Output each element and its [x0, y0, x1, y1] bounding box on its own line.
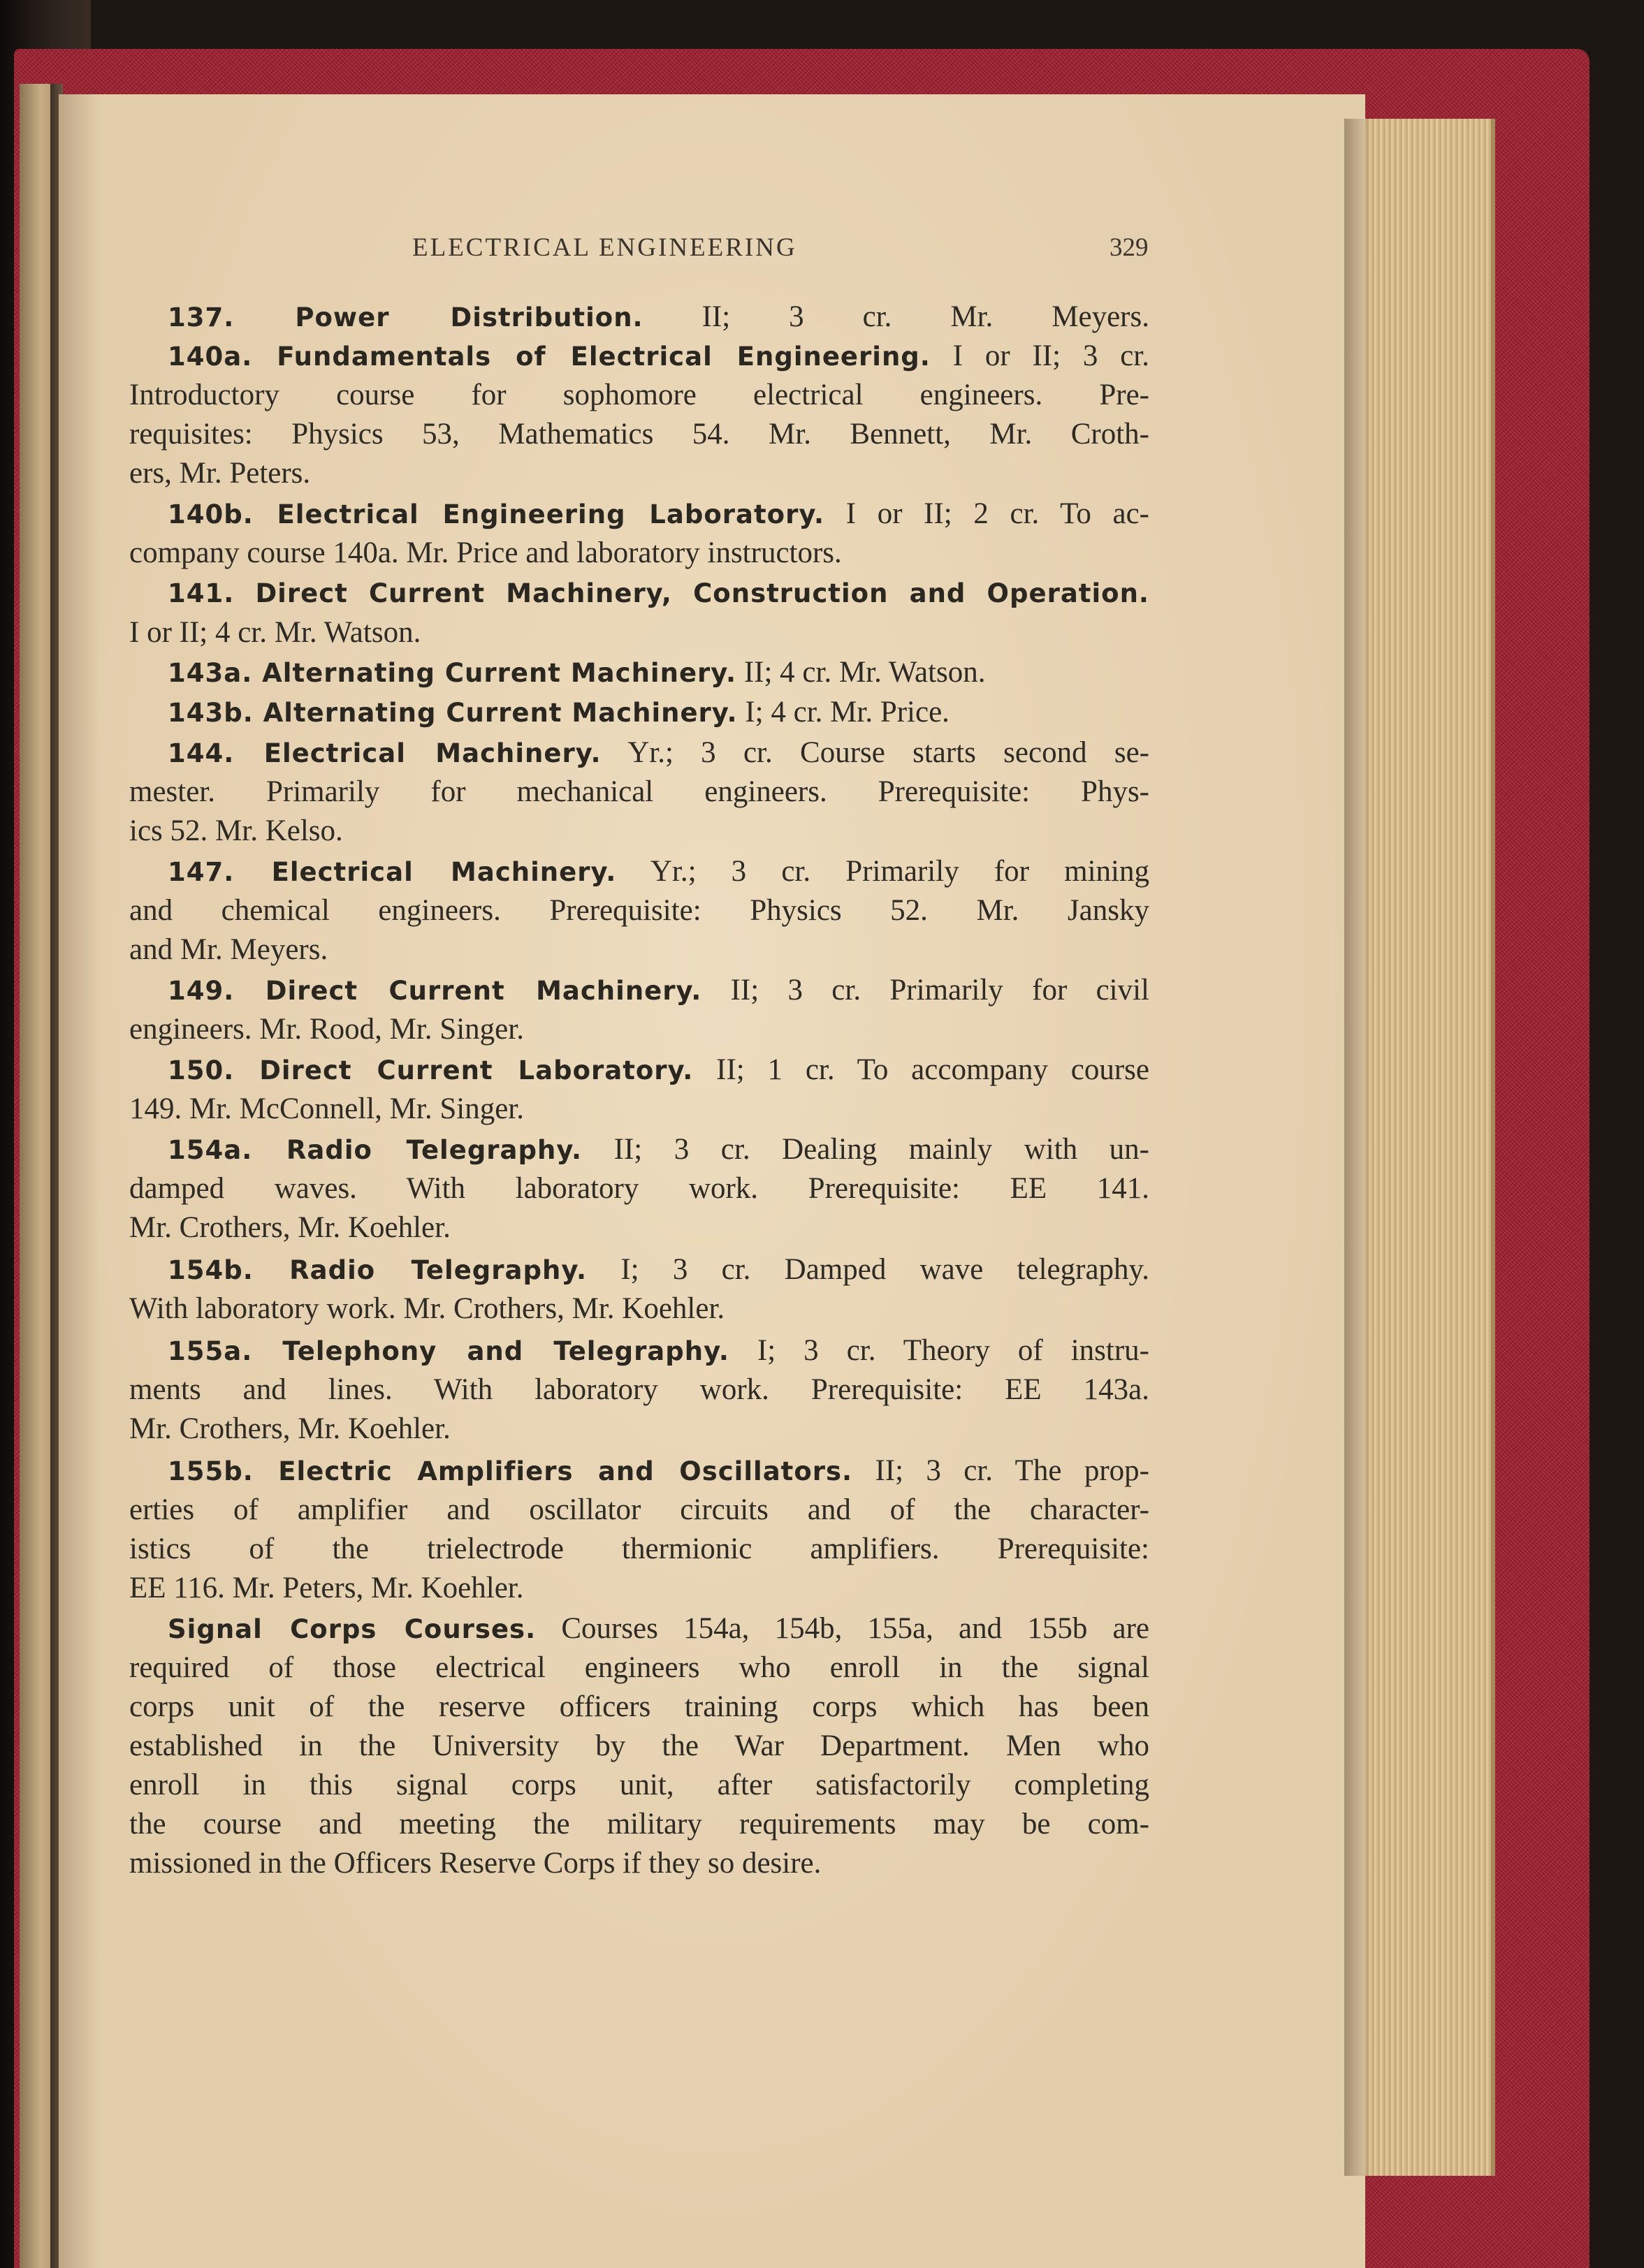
course-heading: 154b. Radio Telegraphy. [168, 1255, 588, 1285]
course-entry-line [168, 735, 1149, 772]
section-text: required of those electrical engineers who enroll in the signal [129, 1651, 1149, 1684]
course-text: II; 4 cr. Mr. Watson. [736, 656, 986, 689]
course-text: I or II; 4 cr. Mr. Watson. [129, 616, 421, 649]
course-text: Yr.; 3 cr. Primarily for mining [616, 855, 1149, 888]
signal-corps-line [129, 1689, 1149, 1726]
course-text: EE 116. Mr. Peters, Mr. Koehler. [129, 1572, 524, 1604]
course-text: engineers. Mr. Rood, Mr. Singer. [129, 1013, 524, 1046]
course-text: company course 140a. Mr. Price and laboratory instructors. [129, 536, 842, 569]
course-entry-line [168, 575, 1149, 612]
signal-corps-line [168, 1611, 1149, 1648]
course-heading: 137. Power Distribution. [168, 302, 643, 332]
course-entry-line [129, 535, 1149, 572]
course-text: II; 3 cr. The prop- [852, 1454, 1149, 1487]
course-heading: 147. Electrical Machinery. [168, 857, 617, 887]
signal-corps-line [129, 1845, 1149, 1882]
course-heading: 140b. Electrical Engineering Laboratory. [168, 499, 825, 529]
course-entry-line [129, 1011, 1149, 1048]
signal-corps-line [129, 1806, 1149, 1843]
course-entry-line [129, 932, 1149, 969]
course-text: I; 3 cr. Damped wave telegraphy. [587, 1253, 1149, 1286]
course-entry-line [168, 1052, 1149, 1089]
signal-corps-line [129, 1728, 1149, 1765]
course-text: requisites: Physics 53, Mathematics 54. Mr. Bennett, Mr. Croth- [129, 418, 1149, 451]
course-text: I or II; 2 cr. To ac- [824, 497, 1150, 530]
course-text: ers, Mr. Peters. [129, 457, 311, 490]
course-heading: 149. Direct Current Machinery. [168, 976, 702, 1006]
section-text: established in the University by the War Department. Men who [129, 1729, 1149, 1762]
course-entry-line [168, 338, 1149, 375]
course-text: II; 3 cr. Dealing mainly with un- [582, 1133, 1149, 1166]
running-header: ELECTRICAL ENGINEERING [412, 233, 797, 262]
course-entry-line [129, 1091, 1149, 1128]
course-text: istics of the trielectrode thermionic amplifiers. Prerequisite: [129, 1532, 1149, 1565]
course-entry-line [129, 1210, 1149, 1247]
course-text: damped waves. With laboratory work. Prerequisite: EE 141. [129, 1172, 1149, 1205]
section-text: corps unit of the reserve officers training corps which has been [129, 1690, 1149, 1723]
course-entry-line [129, 416, 1149, 453]
course-entry-line [129, 455, 1149, 492]
course-entry-line [129, 377, 1149, 414]
course-entry-line [168, 694, 1149, 731]
page-number: 329 [1110, 233, 1149, 262]
course-entry-line [168, 496, 1149, 533]
signal-corps-line [129, 1767, 1149, 1804]
course-entry-line [129, 1372, 1149, 1409]
course-text: I or II; 3 cr. [930, 339, 1149, 372]
course-entry-line [168, 654, 1149, 692]
course-text: Mr. Crothers, Mr. Koehler. [129, 1412, 451, 1445]
course-heading: 140a. Fundamentals of Electrical Engineering. [168, 342, 931, 372]
course-entry-line [129, 1492, 1149, 1529]
course-heading: 154a. Radio Telegraphy. [168, 1135, 583, 1165]
course-entry-line [168, 1453, 1149, 1490]
course-entry-line [168, 1333, 1149, 1370]
course-heading: 155b. Electric Amplifiers and Oscillators. [168, 1456, 853, 1486]
course-text: ics 52. Mr. Kelso. [129, 814, 343, 847]
course-entry-line [129, 615, 1149, 652]
section-text: missioned in the Officers Reserve Corps if they so desire. [129, 1847, 822, 1880]
course-text: I; 3 cr. Theory of instru- [729, 1334, 1149, 1367]
course-entry-line [168, 854, 1149, 891]
course-text: mester. Primarily for mechanical engineers. Prerequisite: Phys- [129, 775, 1149, 808]
course-entry-line [129, 1291, 1149, 1328]
course-text: II; 3 cr. Primarily for civil [701, 974, 1149, 1007]
course-text: I; 4 cr. Mr. Price. [737, 696, 950, 729]
course-heading: 144. Electrical Machinery. [168, 738, 602, 768]
course-text: II; 3 cr. Mr. Meyers. [643, 300, 1149, 333]
course-heading: 143a. Alternating Current Machinery. [168, 658, 737, 688]
course-entry-line [168, 1132, 1149, 1169]
section-heading: Signal Corps Courses. [168, 1614, 537, 1644]
course-entry-line [129, 1531, 1149, 1568]
course-text: erties of amplifier and oscillator circuits and of the character- [129, 1493, 1149, 1526]
course-text: With laboratory work. Mr. Crothers, Mr. Koehler. [129, 1292, 725, 1325]
course-entry-line [129, 1171, 1149, 1208]
course-text: and chemical engineers. Prerequisite: Physics 52. Mr. Jansky [129, 894, 1149, 927]
course-text: ments and lines. With laboratory work. Prerequisite: EE 143a. [129, 1373, 1149, 1406]
section-text: Courses 154a, 154b, 155a, and 155b are [536, 1612, 1149, 1645]
course-heading: 141. Direct Current Machinery, Construction and Operation. [168, 578, 1149, 608]
course-text: Mr. Crothers, Mr. Koehler. [129, 1211, 451, 1244]
course-entry-line [168, 299, 1149, 336]
course-entry-line [129, 813, 1149, 850]
course-entry-line [129, 1570, 1149, 1607]
section-text: enroll in this signal corps unit, after satisfactorily completing [129, 1769, 1149, 1801]
course-entry-line [129, 1411, 1149, 1448]
course-text: Yr.; 3 cr. Course starts second se- [601, 736, 1149, 769]
course-entry-line [168, 972, 1149, 1009]
course-heading: 143b. Alternating Current Machinery. [168, 698, 738, 728]
course-entry-line [129, 893, 1149, 930]
course-text: 149. Mr. McConnell, Mr. Singer. [129, 1092, 524, 1125]
course-text: and Mr. Meyers. [129, 933, 328, 966]
course-entry-line [168, 1252, 1149, 1289]
course-heading: 155a. Telephony and Telegraphy. [168, 1336, 729, 1366]
section-text: the course and meeting the military requirements may be com- [129, 1808, 1149, 1841]
signal-corps-line [129, 1650, 1149, 1687]
course-heading: 150. Direct Current Laboratory. [168, 1055, 694, 1085]
course-text: Introductory course for sophomore electrical engineers. Pre- [129, 379, 1149, 411]
course-text: II; 1 cr. To accompany course [693, 1053, 1149, 1086]
course-entry-line [129, 774, 1149, 811]
